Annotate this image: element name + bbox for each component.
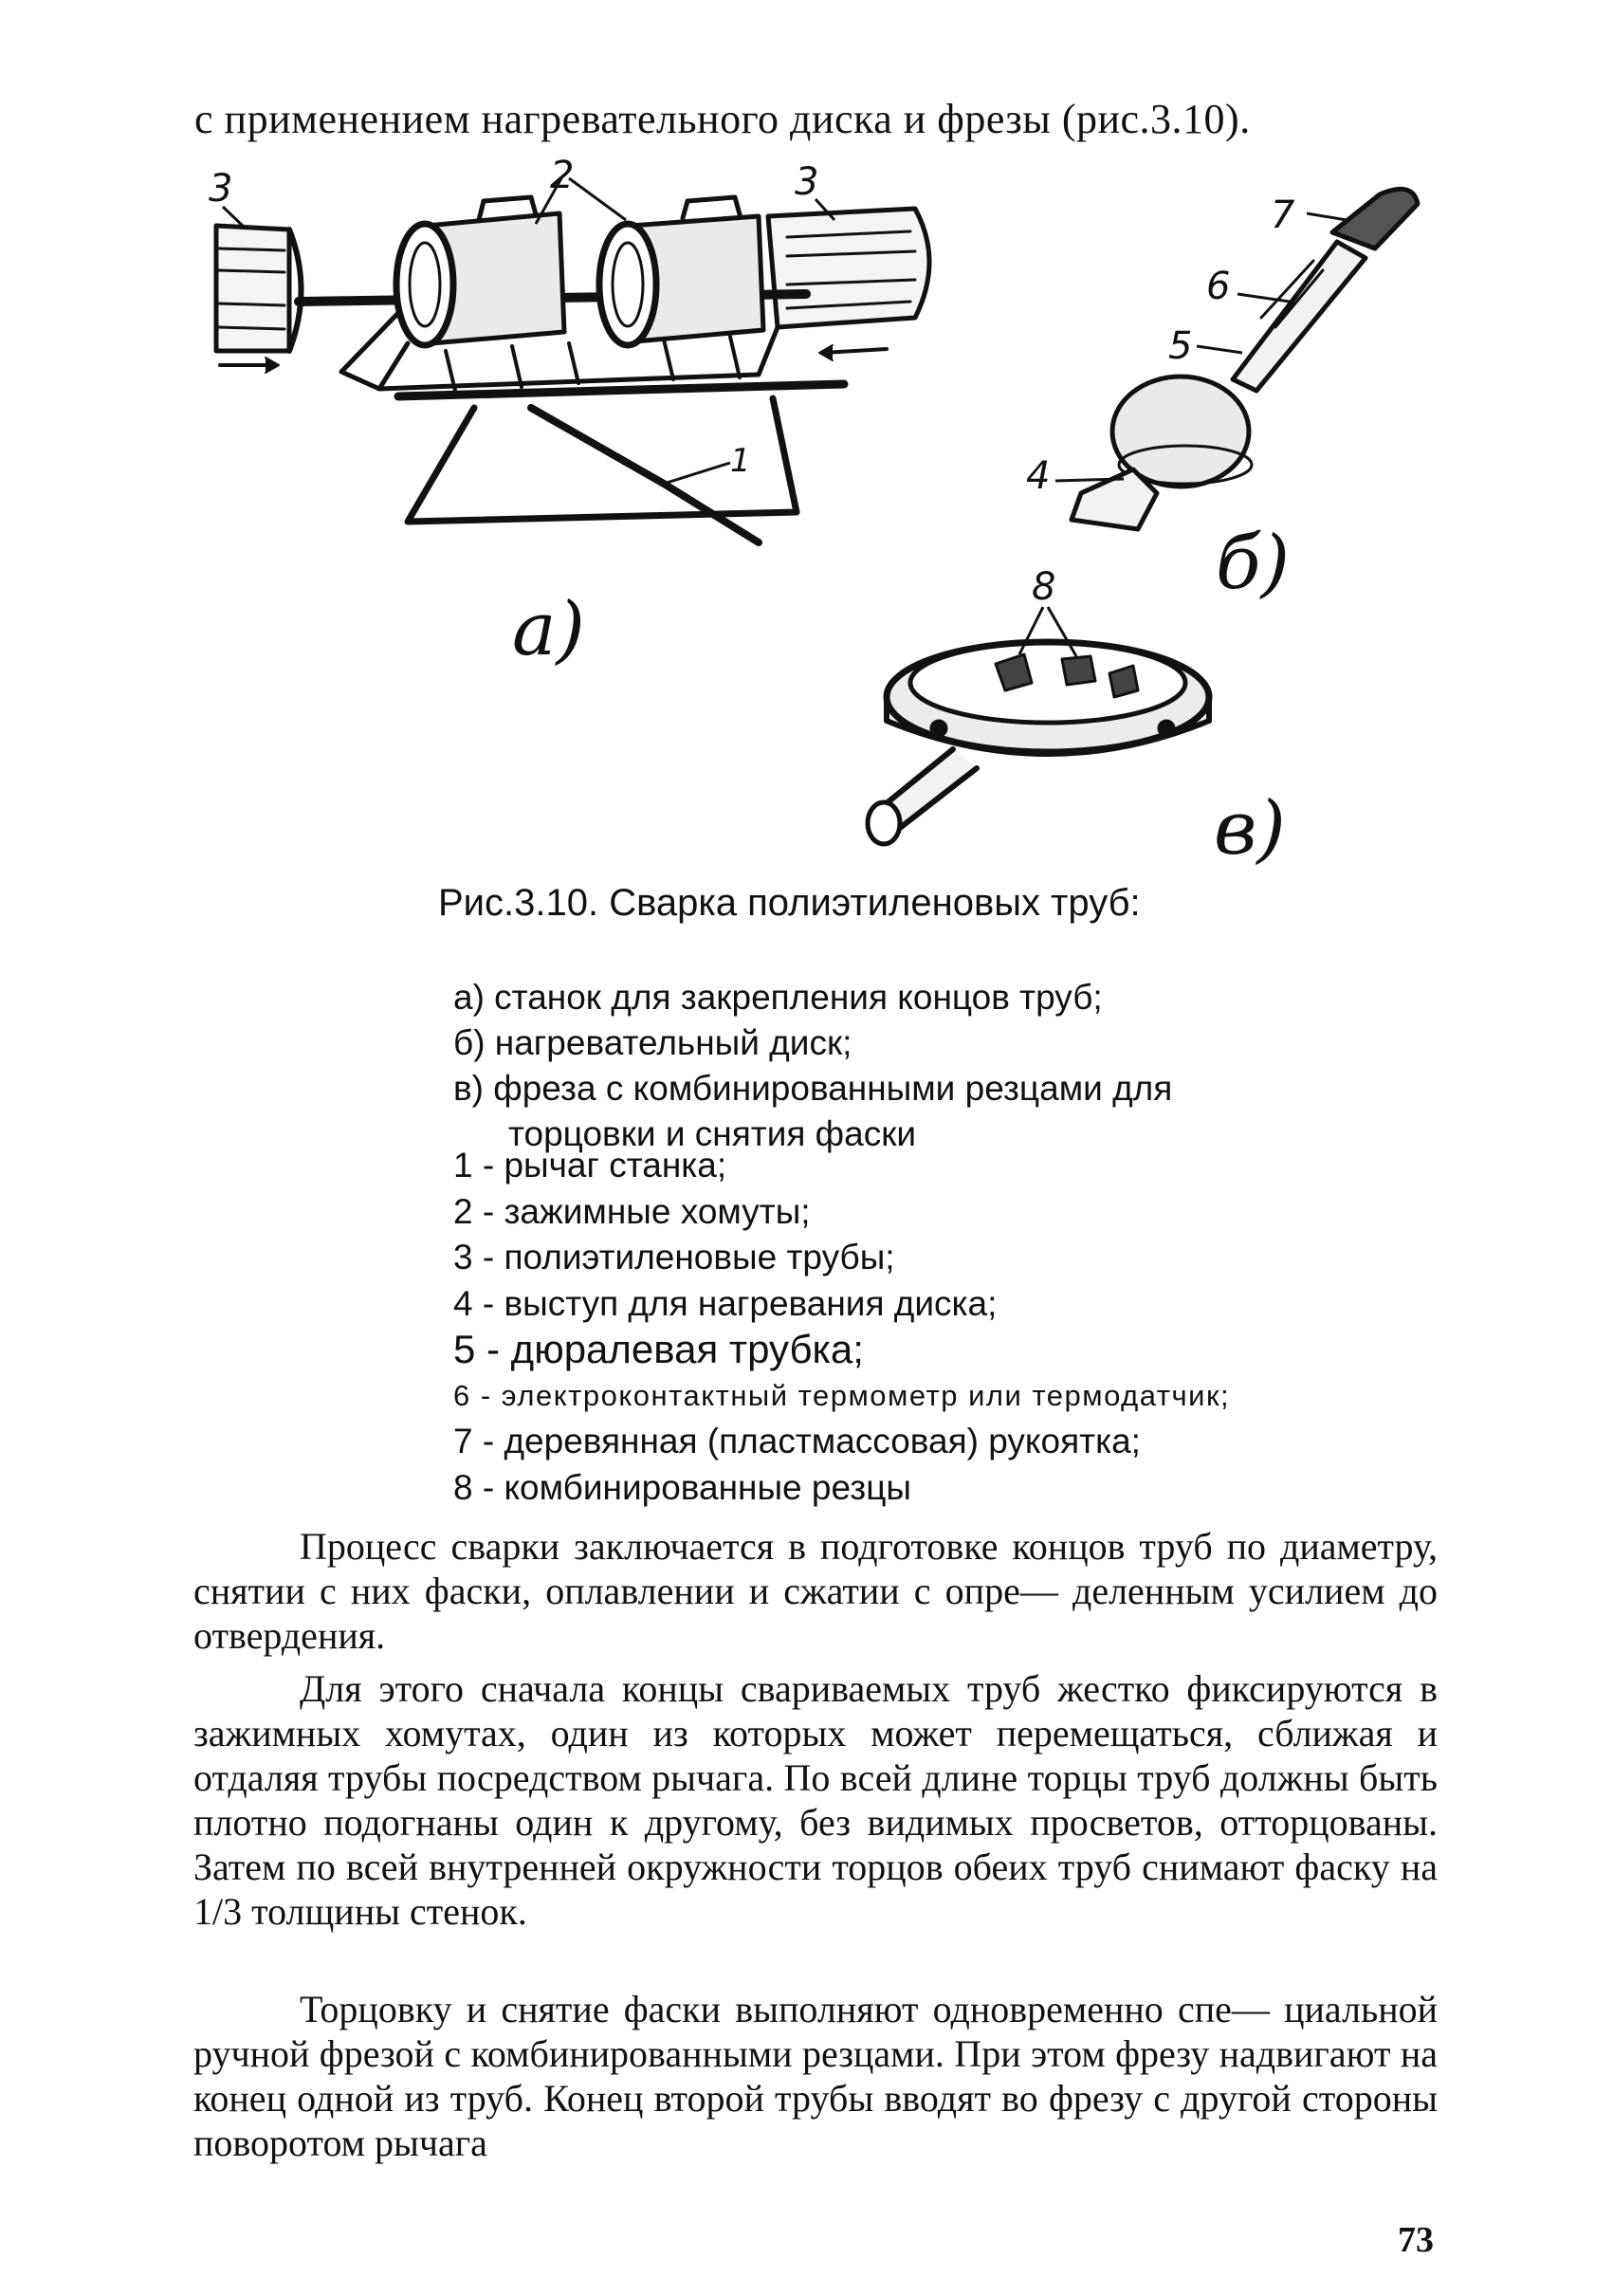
paragraph-text: Торцовку и снятие фаски выполняют одновременно спе— циальной ручной фрезой с комбинированными резцами. При этом фрезу надвигают на конец одной из труб. Конец второй трубы вводят во фрезу с другой стороны поворотом рычага bbox=[193, 1988, 1438, 2164]
subfigure-label-b: б) bbox=[1216, 521, 1291, 606]
intro-line: с применением нагревательного диска и фрезы (рис.3.10). bbox=[194, 96, 1251, 142]
figure-parts-list bbox=[453, 975, 1172, 1157]
list-item: 6 - электроконтактный термометр или термодатчик; bbox=[453, 1378, 1231, 1412]
callout-handle: 7 bbox=[1271, 193, 1295, 237]
list-item: 1 - рычаг станка; bbox=[453, 1146, 727, 1185]
paragraph-text: Процесс сварки заключается в подготовке концов труб по диаметру, снятии с них фаски, оплавлении и сжатии с опре— деленным усилием до отвердения. bbox=[193, 1525, 1438, 1657]
figure-caption-title: Рис.3.10. Сварка полиэтиленовых труб: bbox=[438, 882, 1141, 924]
body-paragraph bbox=[193, 1666, 1438, 1934]
subfigure-label-v: в) bbox=[1214, 786, 1286, 872]
figure-3-10 bbox=[0, 0, 1613, 882]
callout-protrusion: 4 bbox=[1026, 454, 1051, 498]
list-item: а) станок для закрепления концов труб; bbox=[453, 978, 1103, 1017]
callout-tube: 5 bbox=[1168, 324, 1193, 368]
list-item: 2 - зажимные хомуты; bbox=[453, 1191, 811, 1231]
clamping-machine-illustration bbox=[216, 197, 929, 542]
figure-legend-list bbox=[453, 1143, 1230, 1511]
list-item: 3 - полиэтиленовые трубы; bbox=[453, 1238, 895, 1277]
list-item: 7 - деревянная (пластмассовая) рукоятка; bbox=[453, 1422, 1141, 1460]
body-paragraph bbox=[193, 1524, 1438, 1658]
list-item: 8 - комбинированные резцы bbox=[453, 1467, 912, 1507]
list-item: 4 - выступ для нагревания диска; bbox=[453, 1283, 998, 1323]
list-item: 5 - дюралевая трубка; bbox=[453, 1327, 864, 1371]
body-paragraph bbox=[193, 1987, 1438, 2165]
list-item: в) фреза с комбинированными резцами для bbox=[453, 1069, 1173, 1108]
callout-clamps: 2 bbox=[550, 154, 575, 197]
callout-pipe-right: 3 bbox=[795, 160, 819, 204]
subfigure-label-a: а) bbox=[512, 587, 585, 672]
page-number: 73 bbox=[1398, 2220, 1434, 2260]
paragraph-text: Для этого сначала концы свариваемых труб жестко фиксируются в зажимных хомутах, один из которых может перемещаться, сближая и отдаляя трубы посредством рычага. По всей длине торцы труб должны быть плотно подогнаны один к другому, без видимых просветов, отторцованы. Затем по всей внутренней окружности торцов обеих труб снимают фаску на 1/3 толщины стенок. bbox=[193, 1667, 1438, 1933]
callout-cutters: 8 bbox=[1032, 565, 1056, 609]
callout-thermometer: 6 bbox=[1206, 265, 1231, 308]
callout-lever: 1 bbox=[730, 442, 751, 480]
list-item: б) нагревательный диск; bbox=[453, 1023, 852, 1062]
callout-pipe-left: 3 bbox=[209, 167, 233, 211]
list-item: торцовки и снятия фаски bbox=[508, 1114, 917, 1153]
cutter-illustration bbox=[868, 642, 1209, 844]
